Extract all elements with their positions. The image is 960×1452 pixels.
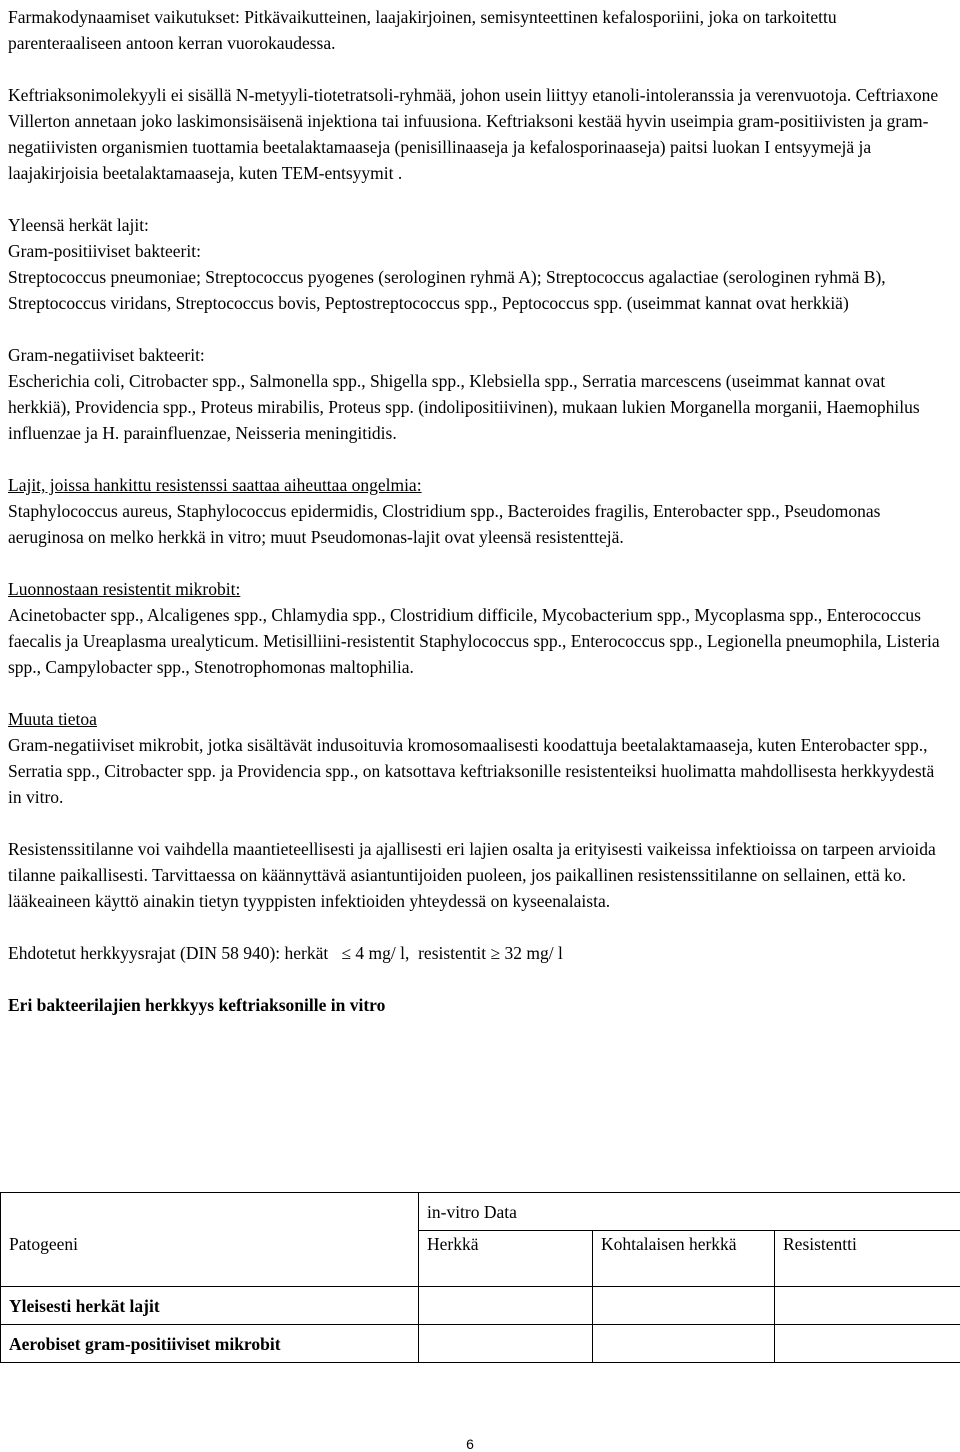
other-info-text: Gram-negatiiviset mikrobit, jotka sisältävät indusoituvia kromosomaalisesti koodattuja beetalaktamaaseja, kuten Enterobacter spp., Serratia spp., Citrobacter spp. ja Providencia spp., on katsottava keftriaksonille resistenteiksi huolimatta mahdollisesta herkkyydestä in vitro.: [8, 735, 935, 807]
row-aerobic-gram-positive: Aerobiset gram-positiiviset mikrobit: [1, 1325, 419, 1363]
col-sensitive: Herkkä: [419, 1231, 593, 1287]
acquired-resistance-text: Staphylococcus aureus, Staphylococcus epidermidis, Clostridium spp., Bacteroides fragilis, Enterobacter spp., Pseudomonas aeruginosa on melko herkkä in vitro; muut Pseudomonas-lajit ovat yleensä resistenttejä.: [8, 501, 881, 547]
table-row: [1, 1193, 960, 1231]
col-pathogen: Patogeeni: [1, 1231, 419, 1287]
col-moderate: Kohtalaisen herkkä: [593, 1231, 775, 1287]
greater-equal-symbol: ≥: [490, 943, 501, 963]
gram-positive-text: Streptococcus pneumoniae; Streptococcus pyogenes (serologinen ryhmä A); Streptococcus agalactiae (serologinen ryhmä B), Streptococcus viridans, Streptococcus bovis, Peptostreptococcus spp., Peptococcus spp. (useimmat kannat ovat herkkiä): [8, 267, 886, 313]
document-page: [8, 4, 952, 1018]
breakpoints-line: [8, 940, 952, 966]
table-row: [1, 1325, 960, 1363]
table-title: Eri bakteerilajien herkkyys keftriaksonille in vitro: [8, 995, 386, 1015]
table-row: [1, 1231, 960, 1287]
intrinsic-resistance-heading: Luonnostaan resistentit mikrobit:: [8, 579, 241, 599]
pharmacodynamics-paragraph: Farmakodynaamiset vaikutukset: Pitkävaikutteinen, laajakirjoinen, semisynteettinen kefalosporiini, joka on tarkoitettu parenteraaliseen antoon kerran vuorokaudessa.: [8, 7, 837, 53]
col-resistant: Resistentti: [775, 1231, 960, 1287]
molecule-paragraph: Keftriaksonimolekyyli ei sisällä N-metyyli-tiotetratsoli-ryhmää, johon usein liittyy etanoli-intoleranssia ja verenvuotoja. Ceftriaxone Villerton annetaan joko laskimonsisäisenä injektiona tai infuusiona. Keftriaksoni kestää hyvin useimpia gram-positiivisten ja gram-negatiivisten organismien tuottamia beetalaktamaaseja (penisillinaaseja ja kefalosporinaaseja) paitsi luokan I entsyymejä ja laajakirjoisia beetalaktamaaseja, kuten TEM-entsyymit .: [8, 85, 939, 183]
gram-positive-heading: Gram-positiiviset bakteerit:: [8, 241, 201, 261]
sensitive-breakpoint: 4 mg/ l,: [355, 943, 410, 963]
acquired-resistance-heading: Lajit, joissa hankittu resistenssi saattaa aiheuttaa ongelmia:: [8, 475, 422, 495]
page-number: 6: [466, 1436, 474, 1452]
breakpoints-label: Ehdotetut herkkyysrajat (DIN 58 940): herkät: [8, 943, 329, 963]
less-equal-symbol: ≤: [341, 943, 351, 963]
row-commonly-sensitive: Yleisesti herkät lajit: [1, 1287, 419, 1325]
susceptibility-table: [0, 1192, 960, 1363]
in-vitro-header: in-vitro Data: [419, 1193, 960, 1231]
resistance-status-paragraph: Resistenssitilanne voi vaihdella maantieteellisesti ja ajallisesti eri lajien osalta ja erityisesti vaikeissa infektioissa on tarpeen arvioida tilanne paikallisesti. Tarvittaessa on käännyttävä asiantuntijoiden puoleen, jos paikallinen resistenssitilanne on sellainen, että ko. lääkeaineen käyttö ainakin tietyn tyyppisten infektioiden yhteydessä on kyseenalaista.: [8, 839, 936, 911]
resistant-breakpoint: 32 mg/ l: [504, 943, 563, 963]
other-info-heading: Muuta tietoa: [8, 709, 97, 729]
sensitive-heading: Yleensä herkät lajit:: [8, 215, 149, 235]
intrinsic-resistance-text: Acinetobacter spp., Alcaligenes spp., Chlamydia spp., Clostridium difficile, Mycobacterium spp., Mycoplasma spp., Enterococcus faecalis ja Ureaplasma urealyticum. Metisilliini-resistentit Staphylococcus spp., Enterococcus spp., Legionella pneumophila, Listeria spp., Campylobacter spp., Stenotrophomonas maltophilia.: [8, 605, 940, 677]
gram-negative-text: Escherichia coli, Citrobacter spp., Salmonella spp., Shigella spp., Klebsiella spp., Serratia marcescens (useimmat kannat ovat herkkiä), Providencia spp., Proteus mirabilis, Proteus spp. (indolipositiivinen), mukaan lukien Morganella morganii, Haemophilus influenzae ja H. parainfluenzae, Neisseria meningitidis.: [8, 371, 920, 443]
table-row: [1, 1287, 960, 1325]
resistant-label: resistentit: [418, 943, 487, 963]
gram-negative-heading: Gram-negatiiviset bakteerit:: [8, 345, 205, 365]
